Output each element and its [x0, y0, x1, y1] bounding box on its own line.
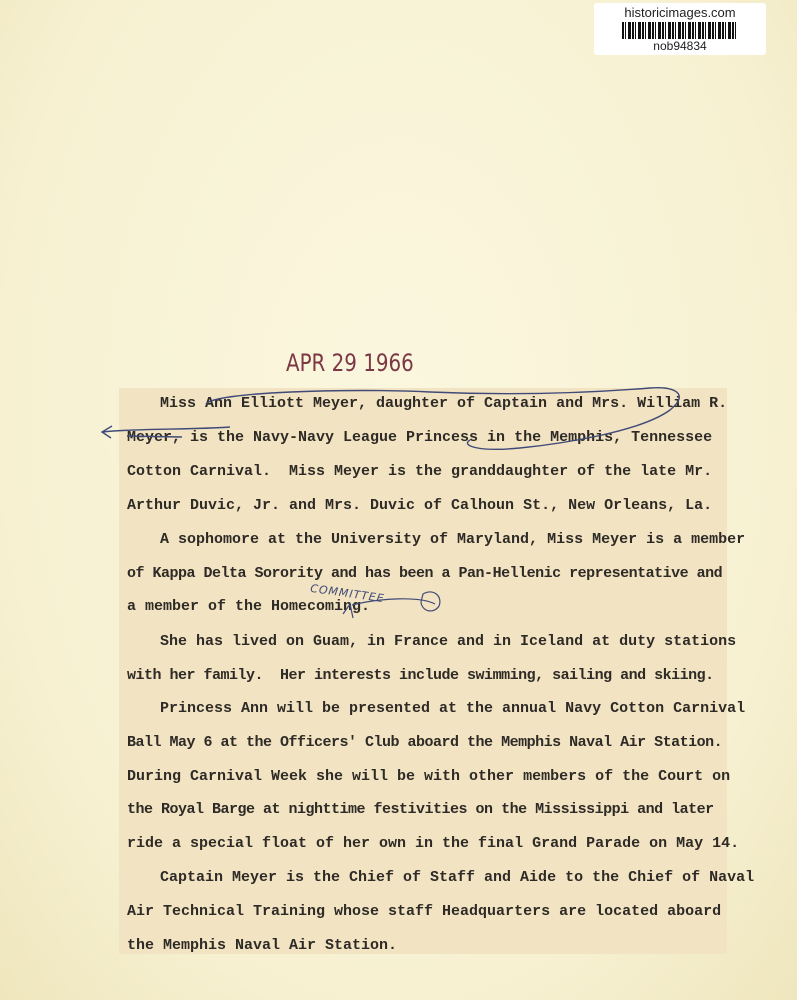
clipping-line: Ball May 6 at the Officers' Club aboard the Memphis Naval Air Station.: [127, 734, 723, 751]
date-stamp: APR 29 1966: [286, 349, 414, 377]
clipping-line: with her family. Her interests include swimming, sailing and skiing.: [127, 667, 714, 684]
clipping-line: Air Technical Training whose staff Headquarters are located aboard: [127, 903, 722, 920]
clipping-line: a member of the Homecoming.: [127, 598, 371, 615]
clipping-line: Cotton Carnival. Miss Meyer is the granddaughter of the late Mr.: [127, 463, 713, 480]
handwritten-insert: COMMITTEE: [309, 581, 386, 606]
watermark-site: historicimages.com: [624, 5, 736, 20]
pen-circle-mark: [421, 592, 440, 611]
pen-strike-mark: [127, 436, 182, 437]
pen-arrow-line: [102, 427, 230, 432]
watermark-code: nob94834: [653, 39, 707, 53]
clipping-line: Miss Ann Elliott Meyer, daughter of Captain and Mrs. William R.: [160, 395, 728, 412]
clipping-line: She has lived on Guam, in France and in Iceland at duty stations: [160, 633, 737, 650]
clipping-line: Princess Ann will be presented at the annual Navy Cotton Carnival: [160, 700, 746, 717]
clipping-line: the Memphis Naval Air Station.: [127, 937, 398, 954]
clipping-line: Captain Meyer is the Chief of Staff and Aide to the Chief of Naval: [160, 869, 755, 886]
clipping-line: Arthur Duvic, Jr. and Mrs. Duvic of Calhoun St., New Orleans, La.: [127, 497, 713, 514]
clipping-line: the Royal Barge at nighttime festivities on the Mississippi and later: [127, 801, 714, 818]
clipping-line: ride a special float of her own in the final Grand Parade on May 14.: [127, 835, 740, 852]
clipping-line: Meyer, is the Navy-Navy League Princess in the Memphis, Tennessee: [127, 429, 713, 446]
clipping-line: A sophomore at the University of Maryland, Miss Meyer is a member: [160, 531, 746, 548]
pen-loop-mark: [206, 388, 679, 450]
clipping-line: of Kappa Delta Sorority and has been a Pan-Hellenic representative and: [127, 565, 723, 582]
clipping-line: During Carnival Week she will be with other members of the Court on: [127, 768, 731, 785]
